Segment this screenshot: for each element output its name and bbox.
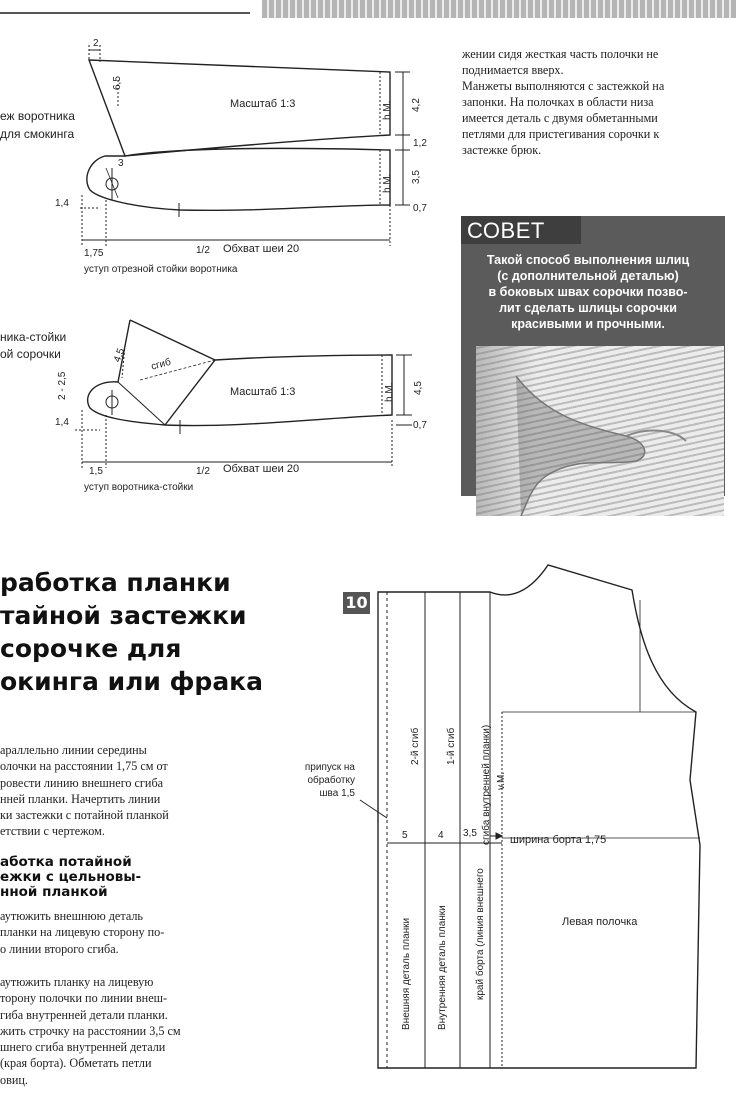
heading-line: работка планки: [0, 568, 231, 597]
dim-label: 0,7: [413, 203, 427, 214]
mid-caption-1: ника-стойки: [0, 330, 67, 344]
advice-line: лит сделать шлицы сорочки: [499, 301, 677, 315]
neck-label: Обхват шеи 20: [223, 243, 300, 255]
text-line: араллельно линии середины: [0, 743, 147, 757]
text-line: ровести линию внешнего сгиба: [0, 775, 164, 790]
hm-label: h.M.: [382, 173, 393, 193]
allowance-line: припуск на: [304, 762, 355, 773]
allowance-line: обработку: [307, 775, 355, 786]
dim-label: 3,5: [411, 170, 422, 184]
text-line: о линии второго сгиба.: [0, 941, 119, 956]
advice-title: СОВЕТ: [467, 218, 545, 243]
advice-line: Такой способ выполнения шлиц: [486, 253, 690, 267]
dim-label: 1,75: [84, 248, 104, 259]
neck-label: Обхват шеи 20: [223, 463, 300, 475]
fold-label: сгиб: [150, 356, 173, 373]
dim-label: 1,5: [89, 466, 103, 477]
second-fold-label: 2-й сгиб: [410, 727, 421, 765]
paragraph-2: [0, 908, 204, 957]
scale-label: Масштаб 1:3: [230, 98, 296, 110]
scale-label: Масштаб 1:3: [230, 386, 296, 398]
top-caption-2: для смокинга: [0, 127, 75, 141]
top-caption-1: еж воротника: [0, 109, 75, 123]
text-line: жить строчку на расстоянии 3,5 см: [0, 1023, 181, 1038]
figure-number: 10: [343, 592, 370, 614]
dim-label: 3: [118, 158, 124, 169]
dim-label: 1,4: [55, 417, 69, 428]
advice-text: [470, 252, 706, 332]
text-line: шнего сгиба внутренней детали: [0, 1040, 166, 1055]
text-line: петлями для пристегивания сорочки к: [462, 127, 660, 141]
text-line: олочки на расстоянии 1,75 см от: [0, 759, 168, 774]
subheading-line: аботка потайной: [0, 854, 132, 870]
hm-label: h.M.: [382, 100, 393, 120]
right-column-text: [462, 46, 710, 158]
slit-shape: [476, 346, 724, 516]
pattern-note: уступ отрезной стойки воротника: [84, 264, 238, 275]
dim-label: 4,2: [411, 98, 422, 112]
dim-label: 2 - 2,5: [57, 371, 68, 400]
advice-line: (с дополнительной деталью): [497, 269, 679, 283]
dim-label: 4,5: [112, 346, 128, 364]
inner-detail-label: Внутренняя деталь планки: [437, 905, 448, 1030]
outer-detail-label: Внешняя деталь планки: [401, 917, 412, 1030]
subheading-line: нной планкой: [0, 884, 108, 900]
outer-fold-label: сгиба внутренней планки): [481, 724, 492, 845]
text-line: Манжеты выполняются с застежкой на: [462, 79, 665, 93]
left-front-label: Левая полочка: [562, 916, 638, 928]
half-label: 1/2: [196, 245, 210, 256]
text-line: аутюжить планку на лицевую: [0, 975, 154, 989]
heading-line: сорочке для: [0, 634, 182, 663]
dim-label: 4: [438, 830, 444, 841]
subheading-line: ежки с цельновы-: [0, 869, 142, 885]
advice-line: красивыми и прочными.: [511, 317, 665, 331]
paragraph-1: [0, 742, 204, 840]
hm-label: h.M.: [384, 382, 395, 402]
pattern-note: уступ воротника-стойки: [84, 482, 194, 493]
heading-line: тайной застежки: [0, 601, 247, 630]
dim-label: 4,5: [413, 381, 424, 395]
text-line: овиц.: [0, 1072, 28, 1087]
dim-label: 1,2: [413, 138, 427, 149]
text-line: планки на лицевую сторону по-: [0, 925, 165, 940]
edge-label: край борта (линия внешнего: [475, 868, 486, 1000]
first-fold-label: 1-й сгиб: [446, 727, 457, 765]
text-line: торону полочки по линии внеш-: [0, 991, 168, 1006]
text-line: застежке брюк.: [462, 143, 542, 157]
text-line: аутюжить внешнюю деталь: [0, 909, 143, 923]
mid-caption-2: ой сорочки: [0, 347, 61, 361]
section-heading: [0, 566, 330, 698]
fabric-photo: [476, 346, 724, 516]
dim-label: 5: [402, 830, 408, 841]
heading-line: окинга или фрака: [0, 667, 264, 696]
text-line: ки застежки с потайной планкой: [0, 808, 169, 823]
text-line: поднимается вверх.: [462, 63, 564, 77]
text-line: имеется деталь с двумя обметанными: [462, 111, 658, 125]
text-line: запонки. На полочках в области низа: [462, 95, 654, 109]
paragraph-3: [0, 974, 204, 1088]
text-line: гиба внутренней детали планки.: [0, 1007, 168, 1022]
text-line: етствии с чертежом.: [0, 824, 105, 839]
collar-band-top: [80, 45, 410, 246]
advice-line: в боковых швах сорочки позво-: [488, 285, 688, 299]
half-label: 1/2: [196, 466, 210, 477]
allowance-line: шва 1,5: [319, 788, 355, 799]
dim-label: 6,5: [112, 76, 123, 90]
vm-label: v.M.: [496, 771, 507, 790]
text-line: (края борта). Обметать петли: [0, 1056, 152, 1071]
text-line: нней планки. Начертить линии: [0, 791, 161, 806]
board-width-label: ширина борта 1,75: [510, 834, 607, 846]
dim-label: 3,5: [463, 828, 477, 839]
dim-label: 1,4: [55, 198, 69, 209]
dim-label: 0,7: [413, 420, 427, 431]
dim-label: 2: [93, 38, 99, 49]
subheading: [0, 855, 210, 900]
text-line: жении сидя жесткая часть полочки не: [462, 47, 659, 61]
